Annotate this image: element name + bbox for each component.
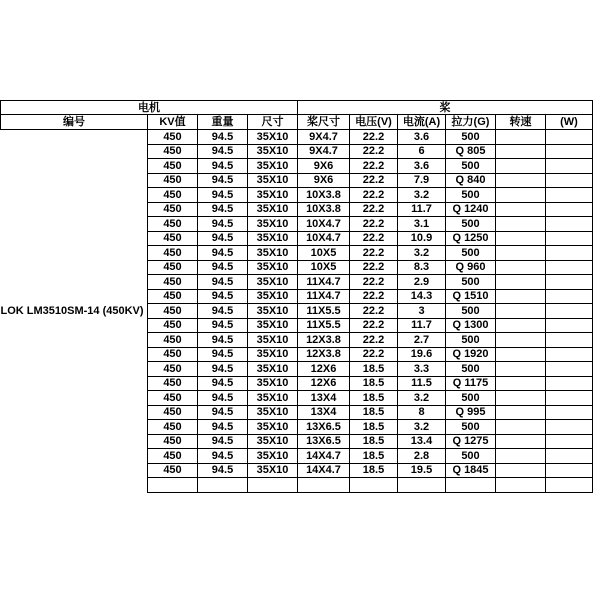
size-cell[interactable]: 35X10 [248, 347, 298, 362]
thrust-cell[interactable]: 500 [446, 130, 496, 145]
table-row [1, 188, 593, 203]
kv-cell[interactable]: 450 [148, 391, 198, 406]
thrust-cell[interactable]: Q 805 [446, 144, 496, 159]
current-cell[interactable]: 3.6 [398, 159, 446, 174]
voltage-cell[interactable]: 22.2 [350, 304, 398, 319]
col-header-prop[interactable]: 桨尺寸 [298, 115, 350, 130]
current-cell[interactable]: 7.9 [398, 173, 446, 188]
empty-cell[interactable] [148, 478, 198, 493]
watts-cell[interactable] [546, 391, 593, 406]
col-header-id[interactable]: 编号 [1, 115, 148, 130]
kv-cell[interactable]: 450 [148, 130, 198, 145]
current-cell[interactable]: 3.1 [398, 217, 446, 232]
table-row [1, 304, 593, 319]
rpm-cell[interactable] [496, 362, 546, 377]
weight-cell[interactable]: 94.5 [198, 159, 248, 174]
table-row [1, 202, 593, 217]
current-cell[interactable]: 3.2 [398, 188, 446, 203]
voltage-cell[interactable]: 22.2 [350, 188, 398, 203]
prop-size-cell[interactable]: 12X3.8 [298, 333, 350, 348]
weight-cell[interactable]: 94.5 [198, 217, 248, 232]
weight-cell[interactable]: 94.5 [198, 347, 248, 362]
col-header-size[interactable]: 尺寸 [248, 115, 298, 130]
table-row [1, 391, 593, 406]
current-cell[interactable]: 19.6 [398, 347, 446, 362]
size-cell[interactable]: 35X10 [248, 275, 298, 290]
weight-cell[interactable]: 94.5 [198, 434, 248, 449]
empty-cell[interactable] [398, 478, 446, 493]
current-cell[interactable]: 3.2 [398, 420, 446, 435]
kv-cell[interactable]: 450 [148, 304, 198, 319]
watts-cell[interactable] [546, 333, 593, 348]
rpm-cell[interactable] [496, 347, 546, 362]
thrust-cell[interactable]: Q 1240 [446, 202, 496, 217]
thrust-cell[interactable]: Q 1920 [446, 347, 496, 362]
kv-cell[interactable]: 450 [148, 376, 198, 391]
table-row [1, 362, 593, 377]
group-header-row [1, 101, 593, 115]
prop-size-cell[interactable]: 12X6 [298, 376, 350, 391]
weight-cell[interactable]: 94.5 [198, 202, 248, 217]
prop-size-cell[interactable]: 11X5.5 [298, 304, 350, 319]
thrust-cell[interactable]: Q 960 [446, 260, 496, 275]
size-cell[interactable]: 35X10 [248, 463, 298, 478]
watts-cell[interactable] [546, 318, 593, 333]
rpm-cell[interactable] [496, 405, 546, 420]
current-cell[interactable]: 3 [398, 304, 446, 319]
watts-cell[interactable] [546, 289, 593, 304]
watts-cell[interactable] [546, 434, 593, 449]
rpm-cell[interactable] [496, 318, 546, 333]
current-cell[interactable]: 2.7 [398, 333, 446, 348]
current-cell[interactable]: 2.9 [398, 275, 446, 290]
voltage-cell[interactable]: 22.2 [350, 246, 398, 261]
kv-cell[interactable]: 450 [148, 405, 198, 420]
size-cell[interactable]: 35X10 [248, 304, 298, 319]
table-row [1, 405, 593, 420]
prop-size-cell[interactable]: 11X5.5 [298, 318, 350, 333]
motor-id-cell[interactable] [1, 173, 148, 188]
kv-cell[interactable]: 450 [148, 144, 198, 159]
table-row [1, 275, 593, 290]
thrust-cell[interactable]: Q 995 [446, 405, 496, 420]
thrust-cell[interactable]: 500 [446, 275, 496, 290]
rpm-cell[interactable] [496, 202, 546, 217]
weight-cell[interactable]: 94.5 [198, 260, 248, 275]
size-cell[interactable]: 35X10 [248, 434, 298, 449]
motor-id-cell[interactable] [1, 260, 148, 275]
motor-id-cell[interactable] [1, 405, 148, 420]
table-row [1, 434, 593, 449]
voltage-cell[interactable]: 18.5 [350, 362, 398, 377]
size-cell[interactable]: 35X10 [248, 159, 298, 174]
weight-cell[interactable]: 94.5 [198, 289, 248, 304]
size-cell[interactable]: 35X10 [248, 202, 298, 217]
rpm-cell[interactable] [496, 275, 546, 290]
motor-id-cell[interactable] [1, 159, 148, 174]
watts-cell[interactable] [546, 376, 593, 391]
table-row [1, 173, 593, 188]
voltage-cell[interactable]: 22.2 [350, 173, 398, 188]
watts-cell[interactable] [546, 173, 593, 188]
motor-id-cell[interactable] [1, 347, 148, 362]
watts-cell[interactable] [546, 260, 593, 275]
table-row [1, 420, 593, 435]
table-row [1, 318, 593, 333]
empty-cell[interactable] [198, 478, 248, 493]
table-row [1, 347, 593, 362]
thrust-cell[interactable]: Q 1275 [446, 434, 496, 449]
weight-cell[interactable]: 94.5 [198, 449, 248, 464]
weight-cell[interactable]: 94.5 [198, 246, 248, 261]
motor-id-cell[interactable] [1, 333, 148, 348]
thrust-cell[interactable]: 500 [446, 333, 496, 348]
voltage-cell[interactable]: 22.2 [350, 231, 398, 246]
col-header-kv[interactable]: KV值 [148, 115, 198, 130]
thrust-cell[interactable]: 500 [446, 391, 496, 406]
rpm-cell[interactable] [496, 333, 546, 348]
prop-size-cell[interactable]: 13X4 [298, 405, 350, 420]
rpm-cell[interactable] [496, 289, 546, 304]
weight-cell[interactable]: 94.5 [198, 420, 248, 435]
motor-id-cell[interactable] [1, 463, 148, 478]
table-row [1, 217, 593, 232]
prop-size-cell[interactable]: 10X5 [298, 260, 350, 275]
thrust-cell[interactable]: 500 [446, 420, 496, 435]
voltage-cell[interactable]: 22.2 [350, 144, 398, 159]
size-cell[interactable]: 35X10 [248, 333, 298, 348]
current-cell[interactable]: 19.5 [398, 463, 446, 478]
watts-cell[interactable] [546, 304, 593, 319]
watts-cell[interactable] [546, 420, 593, 435]
rpm-cell[interactable] [496, 246, 546, 261]
voltage-cell[interactable]: 22.2 [350, 217, 398, 232]
weight-cell[interactable]: 94.5 [198, 304, 248, 319]
prop-size-cell[interactable]: 9X6 [298, 173, 350, 188]
current-cell[interactable]: 10.9 [398, 231, 446, 246]
prop-size-cell[interactable]: 12X6 [298, 362, 350, 377]
motor-id-cell[interactable] [1, 231, 148, 246]
size-cell[interactable]: 35X10 [248, 130, 298, 145]
size-cell[interactable]: 35X10 [248, 318, 298, 333]
voltage-cell[interactable]: 18.5 [350, 434, 398, 449]
motor-id-cell[interactable] [1, 188, 148, 203]
kv-cell[interactable]: 450 [148, 217, 198, 232]
rpm-cell[interactable] [496, 463, 546, 478]
size-cell[interactable]: 35X10 [248, 376, 298, 391]
weight-cell[interactable]: 94.5 [198, 333, 248, 348]
voltage-cell[interactable]: 22.2 [350, 347, 398, 362]
current-cell[interactable]: 11.7 [398, 318, 446, 333]
size-cell[interactable]: 35X10 [248, 391, 298, 406]
voltage-cell[interactable]: 22.2 [350, 333, 398, 348]
prop-size-cell[interactable]: 12X3.8 [298, 347, 350, 362]
empty-cell[interactable] [1, 478, 148, 493]
current-cell[interactable]: 14.3 [398, 289, 446, 304]
kv-cell[interactable]: 450 [148, 347, 198, 362]
voltage-cell[interactable]: 18.5 [350, 391, 398, 406]
current-cell[interactable]: 2.8 [398, 449, 446, 464]
size-cell[interactable]: 35X10 [248, 144, 298, 159]
motor-id-cell[interactable] [1, 434, 148, 449]
watts-cell[interactable] [546, 362, 593, 377]
rpm-cell[interactable] [496, 376, 546, 391]
kv-cell[interactable]: 450 [148, 275, 198, 290]
watts-cell[interactable] [546, 463, 593, 478]
prop-size-cell[interactable]: 10X5 [298, 246, 350, 261]
col-header-voltage[interactable]: 电压(V) [350, 115, 398, 130]
motor-id-cell[interactable] [1, 376, 148, 391]
size-cell[interactable]: 35X10 [248, 260, 298, 275]
watts-cell[interactable] [546, 347, 593, 362]
prop-size-cell[interactable]: 11X4.7 [298, 289, 350, 304]
voltage-cell[interactable]: 18.5 [350, 376, 398, 391]
thrust-cell[interactable]: 500 [446, 159, 496, 174]
prop-size-cell[interactable]: 13X6.5 [298, 420, 350, 435]
weight-cell[interactable]: 94.5 [198, 275, 248, 290]
motor-id-cell[interactable] [1, 275, 148, 290]
rpm-cell[interactable] [496, 391, 546, 406]
table-row [1, 376, 593, 391]
thrust-cell[interactable]: 500 [446, 362, 496, 377]
weight-cell[interactable]: 94.5 [198, 405, 248, 420]
current-cell[interactable]: 11.7 [398, 202, 446, 217]
thrust-cell[interactable]: Q 840 [446, 173, 496, 188]
current-cell[interactable]: 3.6 [398, 130, 446, 145]
voltage-cell[interactable]: 18.5 [350, 420, 398, 435]
motor-id-cell[interactable]: LOK LM3510SM-14 (450KV) [0, 304, 144, 317]
prop-size-cell[interactable]: 13X6.5 [298, 434, 350, 449]
column-header-row [1, 115, 593, 130]
motor-id-cell[interactable] [1, 246, 148, 261]
watts-cell[interactable] [546, 144, 593, 159]
motor-id-cell[interactable] [1, 202, 148, 217]
watts-cell[interactable] [546, 130, 593, 145]
voltage-cell[interactable]: 22.2 [350, 202, 398, 217]
kv-cell[interactable]: 450 [148, 246, 198, 261]
watts-cell[interactable] [546, 449, 593, 464]
motor-test-table [0, 100, 593, 493]
weight-cell[interactable]: 94.5 [198, 188, 248, 203]
size-cell[interactable]: 35X10 [248, 188, 298, 203]
table-row [1, 333, 593, 348]
weight-cell[interactable]: 94.5 [198, 173, 248, 188]
col-header-thrust[interactable]: 拉力(G) [446, 115, 496, 130]
kv-cell[interactable]: 450 [148, 333, 198, 348]
size-cell[interactable]: 35X10 [248, 405, 298, 420]
rpm-cell[interactable] [496, 420, 546, 435]
table-row [1, 246, 593, 261]
col-header-weight[interactable]: 重量 [198, 115, 248, 130]
prop-size-cell[interactable]: 10X4.7 [298, 231, 350, 246]
kv-cell[interactable]: 450 [148, 463, 198, 478]
voltage-cell[interactable]: 22.2 [350, 318, 398, 333]
thrust-cell[interactable]: 500 [446, 449, 496, 464]
motor-id-cell[interactable] [1, 217, 148, 232]
size-cell[interactable]: 35X10 [248, 246, 298, 261]
thrust-cell[interactable]: Q 1845 [446, 463, 496, 478]
current-cell[interactable]: 6 [398, 144, 446, 159]
kv-cell[interactable]: 450 [148, 362, 198, 377]
current-cell[interactable]: 3.2 [398, 246, 446, 261]
prop-size-cell[interactable]: 10X3.8 [298, 188, 350, 203]
kv-cell[interactable]: 450 [148, 173, 198, 188]
prop-size-cell[interactable]: 13X4 [298, 391, 350, 406]
rpm-cell[interactable] [496, 173, 546, 188]
voltage-cell[interactable]: 22.2 [350, 275, 398, 290]
table-row [1, 260, 593, 275]
empty-row [1, 478, 593, 493]
rpm-cell[interactable] [496, 434, 546, 449]
col-header-current[interactable]: 电流(A) [398, 115, 446, 130]
weight-cell[interactable]: 94.5 [198, 362, 248, 377]
voltage-cell[interactable]: 22.2 [350, 260, 398, 275]
voltage-cell[interactable]: 18.5 [350, 449, 398, 464]
motor-id-cell[interactable] [1, 362, 148, 377]
size-cell[interactable]: 35X10 [248, 217, 298, 232]
weight-cell[interactable]: 94.5 [198, 144, 248, 159]
weight-cell[interactable]: 94.5 [198, 130, 248, 145]
voltage-cell[interactable]: 18.5 [350, 405, 398, 420]
motor-id-cell[interactable] [1, 318, 148, 333]
table-row [1, 130, 593, 145]
motor-id-cell[interactable] [1, 449, 148, 464]
prop-size-cell[interactable]: 9X4.7 [298, 144, 350, 159]
thrust-cell[interactable]: Q 1175 [446, 376, 496, 391]
kv-cell[interactable]: 450 [148, 434, 198, 449]
current-cell[interactable]: 8.3 [398, 260, 446, 275]
rpm-cell[interactable] [496, 159, 546, 174]
kv-cell[interactable]: 450 [148, 420, 198, 435]
weight-cell[interactable]: 94.5 [198, 231, 248, 246]
watts-cell[interactable] [546, 202, 593, 217]
table-row [1, 449, 593, 464]
voltage-cell[interactable]: 22.2 [350, 159, 398, 174]
weight-cell[interactable]: 94.5 [198, 391, 248, 406]
size-cell[interactable]: 35X10 [248, 173, 298, 188]
spreadsheet [0, 100, 600, 493]
kv-cell[interactable]: 450 [148, 231, 198, 246]
empty-cell[interactable] [248, 478, 298, 493]
empty-cell[interactable] [496, 478, 546, 493]
voltage-cell[interactable]: 22.2 [350, 289, 398, 304]
watts-cell[interactable] [546, 159, 593, 174]
prop-size-cell[interactable]: 10X3.8 [298, 202, 350, 217]
current-cell[interactable]: 3.3 [398, 362, 446, 377]
rpm-cell[interactable] [496, 188, 546, 203]
current-cell[interactable]: 11.5 [398, 376, 446, 391]
current-cell[interactable]: 8 [398, 405, 446, 420]
kv-cell[interactable]: 450 [148, 260, 198, 275]
thrust-cell[interactable]: 500 [446, 188, 496, 203]
size-cell[interactable]: 35X10 [248, 449, 298, 464]
thrust-cell[interactable]: 500 [446, 304, 496, 319]
kv-cell[interactable]: 450 [148, 188, 198, 203]
prop-size-cell[interactable]: 10X4.7 [298, 217, 350, 232]
table-row [1, 463, 593, 478]
size-cell[interactable]: 35X10 [248, 231, 298, 246]
kv-cell[interactable]: 450 [148, 318, 198, 333]
kv-cell[interactable]: 450 [148, 289, 198, 304]
watts-cell[interactable] [546, 231, 593, 246]
empty-cell[interactable] [298, 478, 350, 493]
motor-id-cell[interactable] [1, 289, 148, 304]
empty-cell[interactable] [546, 478, 593, 493]
motor-id-cell[interactable] [1, 391, 148, 406]
motor-id-cell[interactable] [1, 420, 148, 435]
motor-group-header[interactable]: 电机 [1, 101, 298, 115]
empty-cell[interactable] [350, 478, 398, 493]
voltage-cell[interactable]: 18.5 [350, 463, 398, 478]
watts-cell[interactable] [546, 246, 593, 261]
rpm-cell[interactable] [496, 217, 546, 232]
thrust-cell[interactable]: Q 1510 [446, 289, 496, 304]
watts-cell[interactable] [546, 405, 593, 420]
kv-cell[interactable]: 450 [148, 449, 198, 464]
rpm-cell[interactable] [496, 304, 546, 319]
empty-cell[interactable] [446, 478, 496, 493]
weight-cell[interactable]: 94.5 [198, 376, 248, 391]
watts-cell[interactable] [546, 217, 593, 232]
prop-size-cell[interactable]: 9X6 [298, 159, 350, 174]
size-cell[interactable]: 35X10 [248, 289, 298, 304]
rpm-cell[interactable] [496, 130, 546, 145]
size-cell[interactable]: 35X10 [248, 420, 298, 435]
table-row [1, 159, 593, 174]
table-row [1, 289, 593, 304]
size-cell[interactable]: 35X10 [248, 362, 298, 377]
motor-id-cell[interactable] [1, 130, 148, 145]
table-row [1, 144, 593, 159]
kv-cell[interactable]: 450 [148, 202, 198, 217]
motor-id-cell[interactable] [1, 144, 148, 159]
kv-cell[interactable]: 450 [148, 159, 198, 174]
weight-cell[interactable]: 94.5 [198, 318, 248, 333]
prop-size-cell[interactable]: 14X4.7 [298, 463, 350, 478]
current-cell[interactable]: 13.4 [398, 434, 446, 449]
prop-size-cell[interactable]: 11X4.7 [298, 275, 350, 290]
rpm-cell[interactable] [496, 144, 546, 159]
weight-cell[interactable]: 94.5 [198, 463, 248, 478]
col-header-watts[interactable]: (W) [546, 115, 593, 130]
rpm-cell[interactable] [496, 260, 546, 275]
thrust-cell[interactable]: 500 [446, 217, 496, 232]
thrust-cell[interactable]: 500 [446, 246, 496, 261]
col-header-rpm[interactable]: 转速 [496, 115, 546, 130]
voltage-cell[interactable]: 22.2 [350, 130, 398, 145]
watts-cell[interactable] [546, 188, 593, 203]
rpm-cell[interactable] [496, 449, 546, 464]
prop-size-cell[interactable]: 14X4.7 [298, 449, 350, 464]
current-cell[interactable]: 3.2 [398, 391, 446, 406]
prop-size-cell[interactable]: 9X4.7 [298, 130, 350, 145]
thrust-cell[interactable]: Q 1250 [446, 231, 496, 246]
watts-cell[interactable] [546, 275, 593, 290]
rpm-cell[interactable] [496, 231, 546, 246]
table-row [1, 231, 593, 246]
thrust-cell[interactable]: Q 1300 [446, 318, 496, 333]
prop-group-header[interactable]: 桨 [298, 101, 593, 115]
